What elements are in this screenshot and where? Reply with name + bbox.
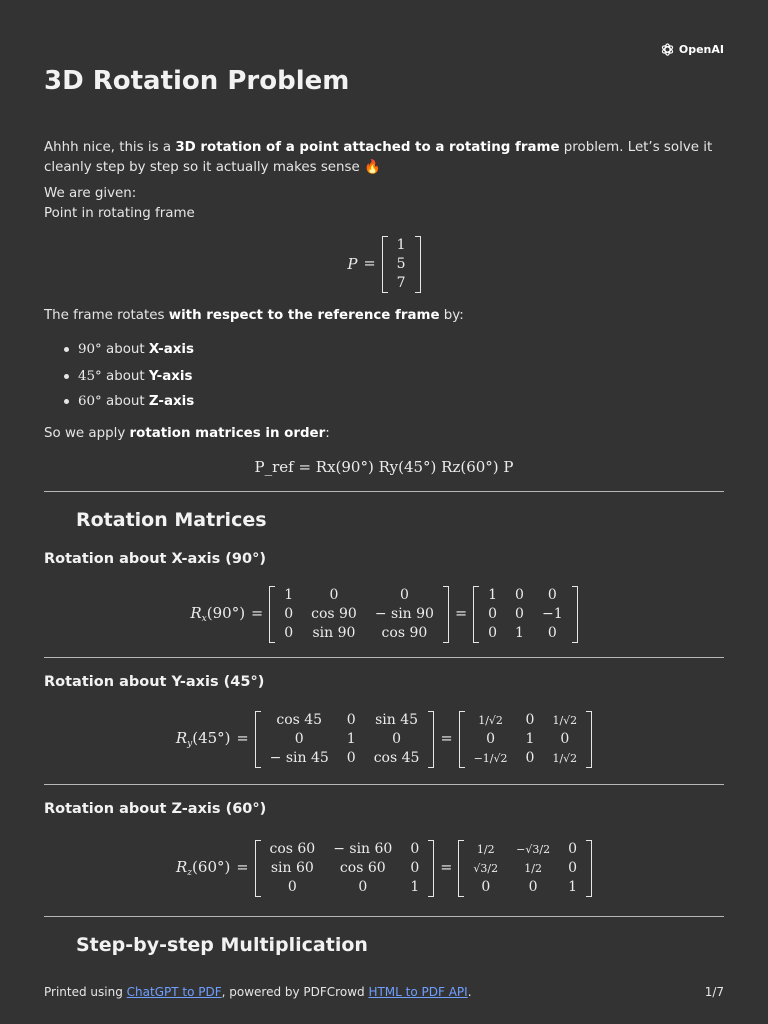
apply-text-a: So we apply	[44, 426, 130, 441]
matrix-cell: −1/√2	[473, 751, 508, 765]
matrix-cell: 0	[525, 711, 535, 728]
rotation-word: about	[106, 393, 145, 409]
bullet-icon	[64, 347, 69, 352]
rz-label: $R_z(60^\circ)$	[176, 858, 231, 878]
matrix-cell: 0	[284, 605, 294, 622]
equals-sign: =	[440, 860, 453, 876]
matrix-cell: 0	[488, 605, 498, 622]
rotation-angle: 45°	[78, 368, 102, 384]
page-title: 3D Rotation Problem	[44, 66, 350, 96]
rotation-axis: Z-axis	[148, 393, 195, 409]
ry-numeric-matrix	[459, 711, 593, 768]
matrix-cell: 0	[294, 730, 304, 747]
point-equation	[44, 233, 724, 295]
rotation-word: about	[106, 341, 145, 357]
rotation-axis: Y-axis	[148, 368, 193, 384]
intro-text-c: problem. Let’s solve it cleanly step by step so it actually makes sense 🔥	[44, 140, 713, 175]
intro-paragraph	[44, 138, 724, 178]
brand-mark	[660, 40, 724, 58]
matrix-cell: cos 45	[373, 749, 420, 766]
matrix-cell: cos 60	[339, 859, 386, 876]
rotation-axis: X-axis	[148, 341, 194, 357]
matrix-cell: − sin 90	[374, 605, 434, 622]
matrix-cell: 0	[392, 730, 402, 747]
matrix-cell: cos 45	[276, 711, 323, 728]
matrix-cell: 0	[358, 878, 368, 895]
rx-symbolic-matrix	[269, 586, 449, 643]
matrix-cell: 0	[486, 730, 496, 747]
matrix-cell: 1	[488, 586, 498, 603]
intro-text-bold: 3D rotation of a point attached to a rotating frame	[175, 140, 560, 155]
matrix-cell: sin 90	[312, 624, 356, 641]
rotation-word: about	[106, 368, 145, 384]
openai-logo-icon	[660, 42, 675, 57]
point-label: Point in rotating frame	[44, 206, 195, 221]
ry-equation	[44, 707, 724, 771]
equals-sign: =	[363, 256, 376, 272]
matrix-cell: −1	[541, 605, 563, 622]
matrix-cell: 0	[568, 840, 577, 857]
equals-sign: =	[440, 731, 453, 747]
equals-sign: =	[251, 606, 264, 622]
chatgpt-to-pdf-link[interactable]: ChatGPT to PDF	[126, 985, 222, 999]
point-vector	[382, 236, 421, 293]
divider	[44, 657, 724, 658]
matrix-cell: 0	[329, 586, 339, 603]
matrix-cell: 0	[410, 840, 420, 857]
matrix-cell: 1/2	[476, 842, 495, 856]
apply-text-c: :	[325, 426, 330, 441]
list-item	[44, 366, 192, 386]
rz-symbolic-matrix	[255, 840, 435, 897]
apply-statement	[44, 424, 724, 444]
equals-sign: =	[454, 606, 468, 622]
matrix-cell: 7	[396, 274, 406, 291]
matrix-cell: 1	[410, 878, 420, 895]
matrix-cell: 0	[346, 749, 356, 766]
point-symbol: P	[347, 255, 358, 273]
footer-middle: , powered by PDFCrowd	[221, 985, 369, 999]
matrix-cell: sin 45	[375, 711, 419, 728]
footer-prefix: Printed using	[44, 985, 127, 999]
equals-sign: =	[236, 860, 249, 876]
matrix-cell: 1	[515, 624, 524, 641]
section-heading-rotation-matrices: Rotation Matrices	[76, 509, 267, 531]
matrix-cell: − sin 60	[333, 840, 393, 857]
matrix-cell: cos 90	[311, 605, 357, 622]
intro-text-a: Ahhh nice, this is a	[44, 140, 176, 155]
divider	[44, 784, 724, 785]
matrix-cell: −√3/2	[516, 842, 551, 856]
matrix-cell: 1/√2	[552, 713, 578, 727]
matrix-cell: 1	[284, 586, 294, 603]
section-heading-step-by-step: Step-by-step Multiplication	[76, 934, 368, 956]
matrix-cell: √3/2	[473, 861, 499, 875]
matrix-cell: 1	[568, 878, 577, 895]
rz-equation	[44, 836, 724, 900]
list-item	[44, 339, 194, 359]
divider	[44, 491, 724, 492]
page-number: 1/7	[704, 985, 724, 999]
matrix-cell: 0	[515, 586, 524, 603]
matrix-cell: 1/√2	[552, 751, 578, 765]
divider	[44, 916, 724, 917]
footer-suffix: .	[467, 985, 472, 999]
matrix-cell: 0	[515, 605, 524, 622]
matrix-cell: 0	[547, 624, 557, 641]
equals-sign: =	[236, 731, 249, 747]
html-to-pdf-api-link[interactable]: HTML to PDF API	[368, 985, 468, 999]
matrix-cell: 0	[568, 859, 577, 876]
matrix-cell: 0	[346, 711, 356, 728]
frame-statement	[44, 306, 724, 326]
matrix-cell: 5	[396, 255, 406, 272]
frame-text-a: The frame rotates	[44, 308, 169, 323]
matrix-cell: 0	[560, 730, 570, 747]
matrix-cell: 0	[481, 878, 491, 895]
heading-rx: Rotation about X-axis (90°)	[44, 551, 266, 567]
ry-label: $R_y(45^\circ)$	[175, 729, 231, 749]
apply-text-bold: rotation matrices in order	[129, 426, 326, 441]
footer	[44, 985, 724, 999]
rz-numeric-matrix	[458, 840, 592, 897]
bullet-icon	[64, 399, 69, 404]
matrix-cell: 0	[488, 624, 498, 641]
matrix-cell: 1	[346, 730, 356, 747]
brand-name: OpenAI	[678, 42, 724, 56]
bullet-icon	[64, 374, 69, 379]
matrix-cell: sin 60	[270, 859, 314, 876]
rx-equation	[44, 584, 724, 644]
composite-formula: P_ref = Rx(90°) Ry(45°) Rz(60°) P	[254, 458, 514, 476]
rx-label: $R_x(90^\circ)$	[190, 604, 246, 624]
matrix-cell: − sin 45	[269, 749, 329, 766]
matrix-cell: 0	[525, 749, 535, 766]
frame-text-bold: with respect to the reference frame	[168, 308, 440, 323]
matrix-cell: cos 90	[381, 624, 428, 641]
rotation-angle: 90°	[78, 341, 102, 357]
matrix-cell: 1	[525, 730, 535, 747]
document-page	[44, 0, 724, 1024]
given-line: We are given:	[44, 186, 137, 201]
matrix-cell: cos 60	[269, 840, 316, 857]
matrix-cell: 1/2	[524, 861, 542, 875]
heading-ry: Rotation about Y-axis (45°)	[44, 674, 265, 690]
matrix-cell: 0	[410, 859, 420, 876]
matrix-cell: 0	[287, 878, 297, 895]
matrix-cell: 1/√2	[478, 713, 503, 727]
frame-text-c: by:	[439, 308, 464, 323]
rx-numeric-matrix	[473, 586, 577, 643]
matrix-cell: 0	[399, 586, 409, 603]
composite-equation	[44, 455, 724, 479]
matrix-cell: 0	[528, 878, 538, 895]
matrix-cell: 0	[284, 624, 294, 641]
ry-symbolic-matrix	[255, 711, 435, 768]
matrix-cell: 1	[396, 236, 406, 253]
heading-rz: Rotation about Z-axis (60°)	[44, 801, 267, 817]
matrix-cell: 0	[547, 586, 557, 603]
rotation-angle: 60°	[78, 393, 102, 409]
list-item	[44, 391, 194, 411]
